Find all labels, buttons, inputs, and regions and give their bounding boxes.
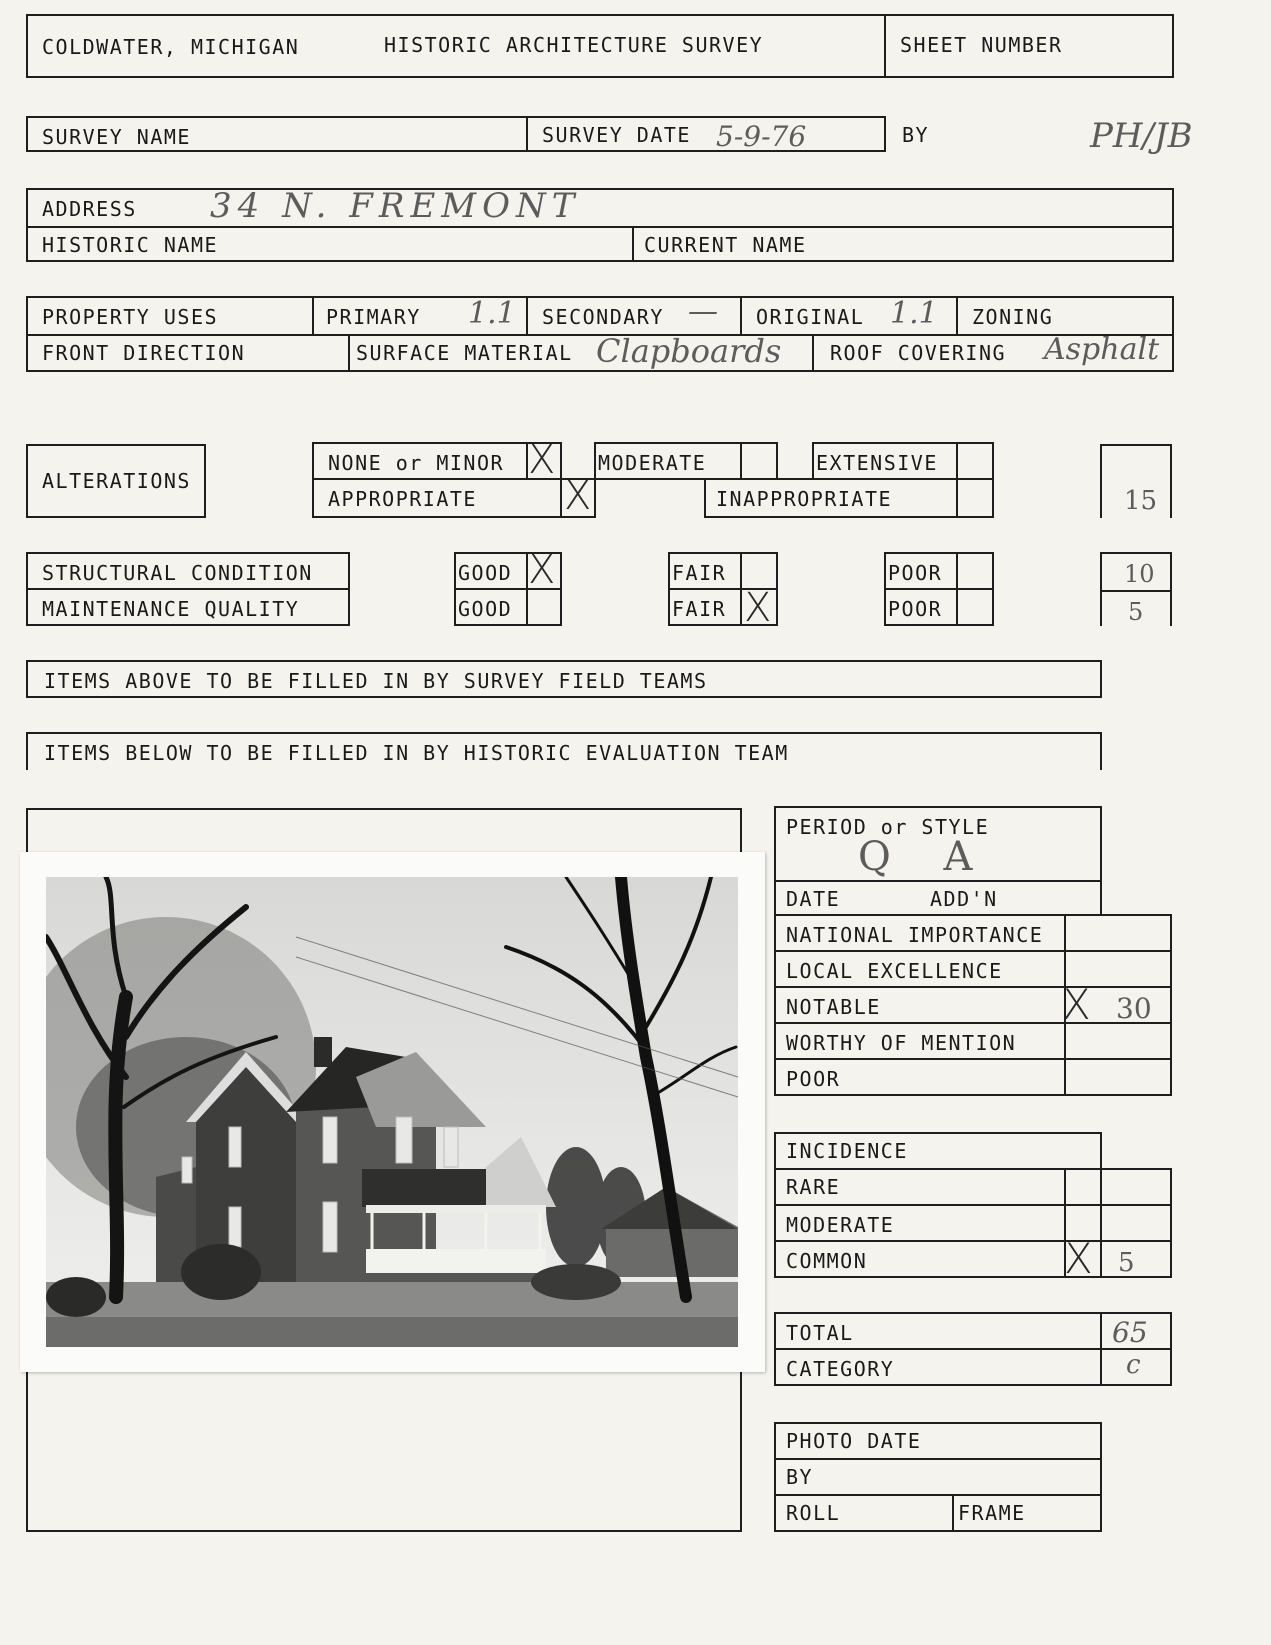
condition-score-divider [1100,590,1172,592]
above-note: ITEMS ABOVE TO BE FILLED IN BY SURVEY FIELD TEAMS [44,669,708,693]
current-name-label: CURRENT NAME [644,233,807,257]
primary-value: 1.1 [468,296,516,331]
property-uses-label: PROPERTY USES [42,305,219,329]
roof-covering-label: ROOF COVERING [830,341,1007,365]
maintenance-fair-mark: X [744,585,772,631]
rare-label: RARE [786,1175,841,1199]
inc-row-2 [774,1204,1172,1206]
photo-by-label: BY [786,1465,814,1489]
name-divider [632,226,634,262]
incidence-score-box [1100,1168,1172,1278]
appropriate-label: APPROPRIATE [328,487,477,511]
structural-condition-label: STRUCTURAL CONDITION [42,561,313,585]
addn-label: ADD'N [930,887,998,911]
alterations-score: 15 [1124,486,1158,516]
category-label: CATEGORY [786,1357,895,1381]
front-direction-label: FRONT DIRECTION [42,341,246,365]
poor-divider [884,588,994,590]
secondary-value: — [688,294,718,329]
poor-label-structural: POOR [888,561,943,585]
total-value: 65 [1112,1316,1148,1349]
category-value: c [1126,1350,1141,1380]
photo-info-divider-1 [774,1458,1102,1460]
prop-div-2 [526,296,528,334]
poor-eval-label: POOR [786,1067,841,1091]
address-divider [26,226,1174,228]
worthy-of-mention-label: WORTHY OF MENTION [786,1031,1017,1055]
survey-date-value: 5-9-76 [716,120,807,153]
common-score: 5 [1118,1248,1135,1278]
house-photo [46,877,738,1347]
condition-label-divider [26,588,350,590]
structural-good-mark: X [528,547,556,593]
maintenance-quality-label: MAINTENANCE QUALITY [42,597,300,621]
none-minor-label: NONE or MINOR [328,451,505,475]
extensive-checkbox-line [956,442,958,480]
house-photo-image [46,877,738,1347]
frame-label: FRAME [958,1501,1026,1525]
common-label: COMMON [786,1249,868,1273]
notable-label: NOTABLE [786,995,881,1019]
none-minor-mark: X [528,437,556,483]
incidence-label: INCIDENCE [786,1139,908,1163]
survey-divider-1 [526,116,528,152]
prop-div-1 [312,296,314,334]
inappropriate-checkbox-line [956,478,958,518]
eval-row-2 [774,986,1172,988]
header-divider [884,14,886,78]
common-mark: X [1064,1234,1093,1283]
roll-label: ROLL [786,1501,841,1525]
survey-divider-2 [884,116,886,152]
inc-row-1 [774,1168,1172,1170]
by-label: BY [902,123,930,147]
prop-div-6 [812,334,814,372]
prop-div-3 [740,296,742,334]
inc-row-3 [774,1240,1172,1242]
address-label: ADDRESS [42,197,137,221]
period-label: PERIOD or STYLE [786,815,990,839]
fair-label-structural: FAIR [672,561,727,585]
good-label-structural: GOOD [458,561,513,585]
eval-row-1 [774,950,1172,952]
date-label: DATE [786,887,841,911]
roof-covering-value: Asphalt [1044,332,1160,367]
prop-div-5 [348,334,350,372]
sheet-number-label: SHEET NUMBER [900,33,1063,57]
zoning-label: ZONING [972,305,1054,329]
extensive-label: EXTENSIVE [816,451,938,475]
alterations-label: ALTERATIONS [42,469,191,493]
below-note: ITEMS BELOW TO BE FILLED IN BY HISTORIC EVALUATION TEAM [44,741,789,765]
period-divider [774,880,1102,882]
total-label: TOTAL [786,1321,854,1345]
period-value: Q A [858,834,993,880]
fair-checkbox-line [740,552,742,626]
historic-name-label: HISTORIC NAME [42,233,219,257]
photo-info-divider-2 [774,1494,1102,1496]
notable-score: 30 [1116,992,1152,1025]
eval-row-4 [774,1058,1172,1060]
structural-score: 10 [1124,560,1155,588]
local-excellence-label: LOCAL EXCELLENCE [786,959,1003,983]
moderate-label: MODERATE [598,451,707,475]
primary-label: PRIMARY [326,305,421,329]
moderate-incidence-label: MODERATE [786,1213,895,1237]
totals-score-col [1100,1312,1102,1386]
notable-mark: X [1062,980,1091,1029]
eval-row-3 [774,1022,1172,1024]
by-value: PH/JB [1090,116,1193,156]
original-value: 1.1 [890,296,938,331]
secondary-label: SECONDARY [542,305,664,329]
roll-frame-divider [952,1494,954,1532]
original-label: ORIGINAL [756,305,865,329]
moderate-checkbox-line [740,442,742,480]
prop-div-4 [956,296,958,334]
poor-label-maintenance: POOR [888,597,943,621]
location-text: COLDWATER, MICHIGAN [42,35,300,59]
surface-material-label: SURFACE MATERIAL [356,341,573,365]
poor-checkbox-line [956,552,958,626]
photo-date-label: PHOTO DATE [786,1429,922,1453]
good-label-maintenance: GOOD [458,597,513,621]
maintenance-score: 5 [1128,598,1144,626]
appropriate-mark: X [564,473,592,519]
survey-name-label: SURVEY NAME [42,125,191,149]
appropriate-checkbox-line [560,478,562,518]
fair-label-maintenance: FAIR [672,597,727,621]
survey-date-label: SURVEY DATE [542,123,691,147]
address-value: 34 N. FREMONT [210,186,581,226]
form-title: HISTORIC ARCHITECTURE SURVEY [384,33,764,57]
inappropriate-label: INAPPROPRIATE [716,487,893,511]
national-importance-label: NATIONAL IMPORTANCE [786,923,1044,947]
surface-material-value: Clapboards [596,332,782,370]
